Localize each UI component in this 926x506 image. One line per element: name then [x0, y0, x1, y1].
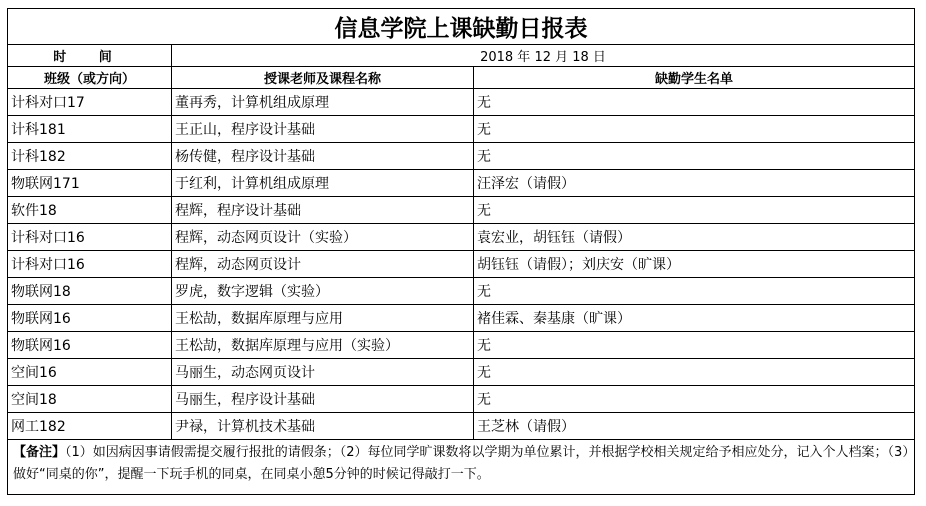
teacher-course-cell: 程辉，程序设计基础: [172, 197, 474, 224]
report-date: 2018 年 12 月 18 日: [172, 45, 915, 67]
class-cell: 网工182: [8, 413, 172, 440]
class-cell: 软件18: [8, 197, 172, 224]
table-row: [8, 386, 915, 413]
table-row: [8, 413, 915, 440]
table-row: [8, 170, 915, 197]
header-teacher-course: 授课老师及课程名称: [172, 67, 474, 89]
absent-cell: 汪泽宏（请假）: [474, 170, 915, 197]
class-cell: 物联网18: [8, 278, 172, 305]
teacher-course-cell: 董再秀，计算机组成原理: [172, 89, 474, 116]
teacher-course-cell: 马丽生，动态网页设计: [172, 359, 474, 386]
absent-cell: 袁宏业，胡钰钰（请假）: [474, 224, 915, 251]
table-row: [8, 251, 915, 278]
class-cell: 空间18: [8, 386, 172, 413]
note-cell: [8, 440, 915, 495]
class-cell: 计科对口16: [8, 251, 172, 278]
class-cell: 计科对口17: [8, 89, 172, 116]
note-row: [8, 440, 915, 495]
absent-cell: 无: [474, 197, 915, 224]
table-row: [8, 89, 915, 116]
note-tag: 【备注】: [13, 445, 66, 460]
class-cell: 物联网16: [8, 332, 172, 359]
absent-cell: 褚佳霖、秦基康（旷课）: [474, 305, 915, 332]
class-cell: 计科181: [8, 116, 172, 143]
teacher-course-cell: 王松劼，数据库原理与应用: [172, 305, 474, 332]
class-cell: 物联网171: [8, 170, 172, 197]
class-cell: 计科182: [8, 143, 172, 170]
teacher-course-cell: 马丽生，程序设计基础: [172, 386, 474, 413]
teacher-course-cell: 王松劼，数据库原理与应用（实验）: [172, 332, 474, 359]
absent-cell: 无: [474, 89, 915, 116]
absent-cell: 无: [474, 278, 915, 305]
absent-cell: 王芝林（请假）: [474, 413, 915, 440]
teacher-course-cell: 王正山，程序设计基础: [172, 116, 474, 143]
header-class: 班级（或方向）: [8, 67, 172, 89]
absent-cell: 无: [474, 116, 915, 143]
title-row: [8, 9, 915, 45]
table-row: [8, 332, 915, 359]
table-row: [8, 197, 915, 224]
header-absent: 缺勤学生名单: [474, 67, 915, 89]
table-row: [8, 224, 915, 251]
report-title: 信息学院上课缺勤日报表: [8, 9, 915, 45]
header-row: [8, 67, 915, 89]
absence-report-sheet: [7, 8, 914, 495]
absent-cell: 无: [474, 386, 915, 413]
time-label: 时 间: [8, 45, 172, 67]
class-cell: 物联网16: [8, 305, 172, 332]
table-row: [8, 278, 915, 305]
absent-cell: 无: [474, 332, 915, 359]
time-row: [8, 45, 915, 67]
teacher-course-cell: 程辉，动态网页设计（实验）: [172, 224, 474, 251]
table-row: [8, 143, 915, 170]
table-row: [8, 116, 915, 143]
note-text: （1）如因病因事请假需提交履行报批的请假条；（2）每位同学旷课数将以学期为单位累计，并根据学校相关规定给予相应处分，记入个人档案；（3）做好“同桌的你”，提醒一下玩手机的同桌，在同桌小憩5分钟的时候记得敲打一下。: [13, 445, 909, 482]
table-row: [8, 305, 915, 332]
class-cell: 计科对口16: [8, 224, 172, 251]
absence-table: [7, 8, 915, 495]
teacher-course-cell: 罗虎，数字逻辑（实验）: [172, 278, 474, 305]
absent-cell: 无: [474, 143, 915, 170]
table-row: [8, 359, 915, 386]
absent-cell: 胡钰钰（请假）；刘庆安（旷课）: [474, 251, 915, 278]
teacher-course-cell: 程辉，动态网页设计: [172, 251, 474, 278]
teacher-course-cell: 杨传健，程序设计基础: [172, 143, 474, 170]
teacher-course-cell: 尹禄，计算机技术基础: [172, 413, 474, 440]
teacher-course-cell: 于红利，计算机组成原理: [172, 170, 474, 197]
absent-cell: 无: [474, 359, 915, 386]
class-cell: 空间16: [8, 359, 172, 386]
